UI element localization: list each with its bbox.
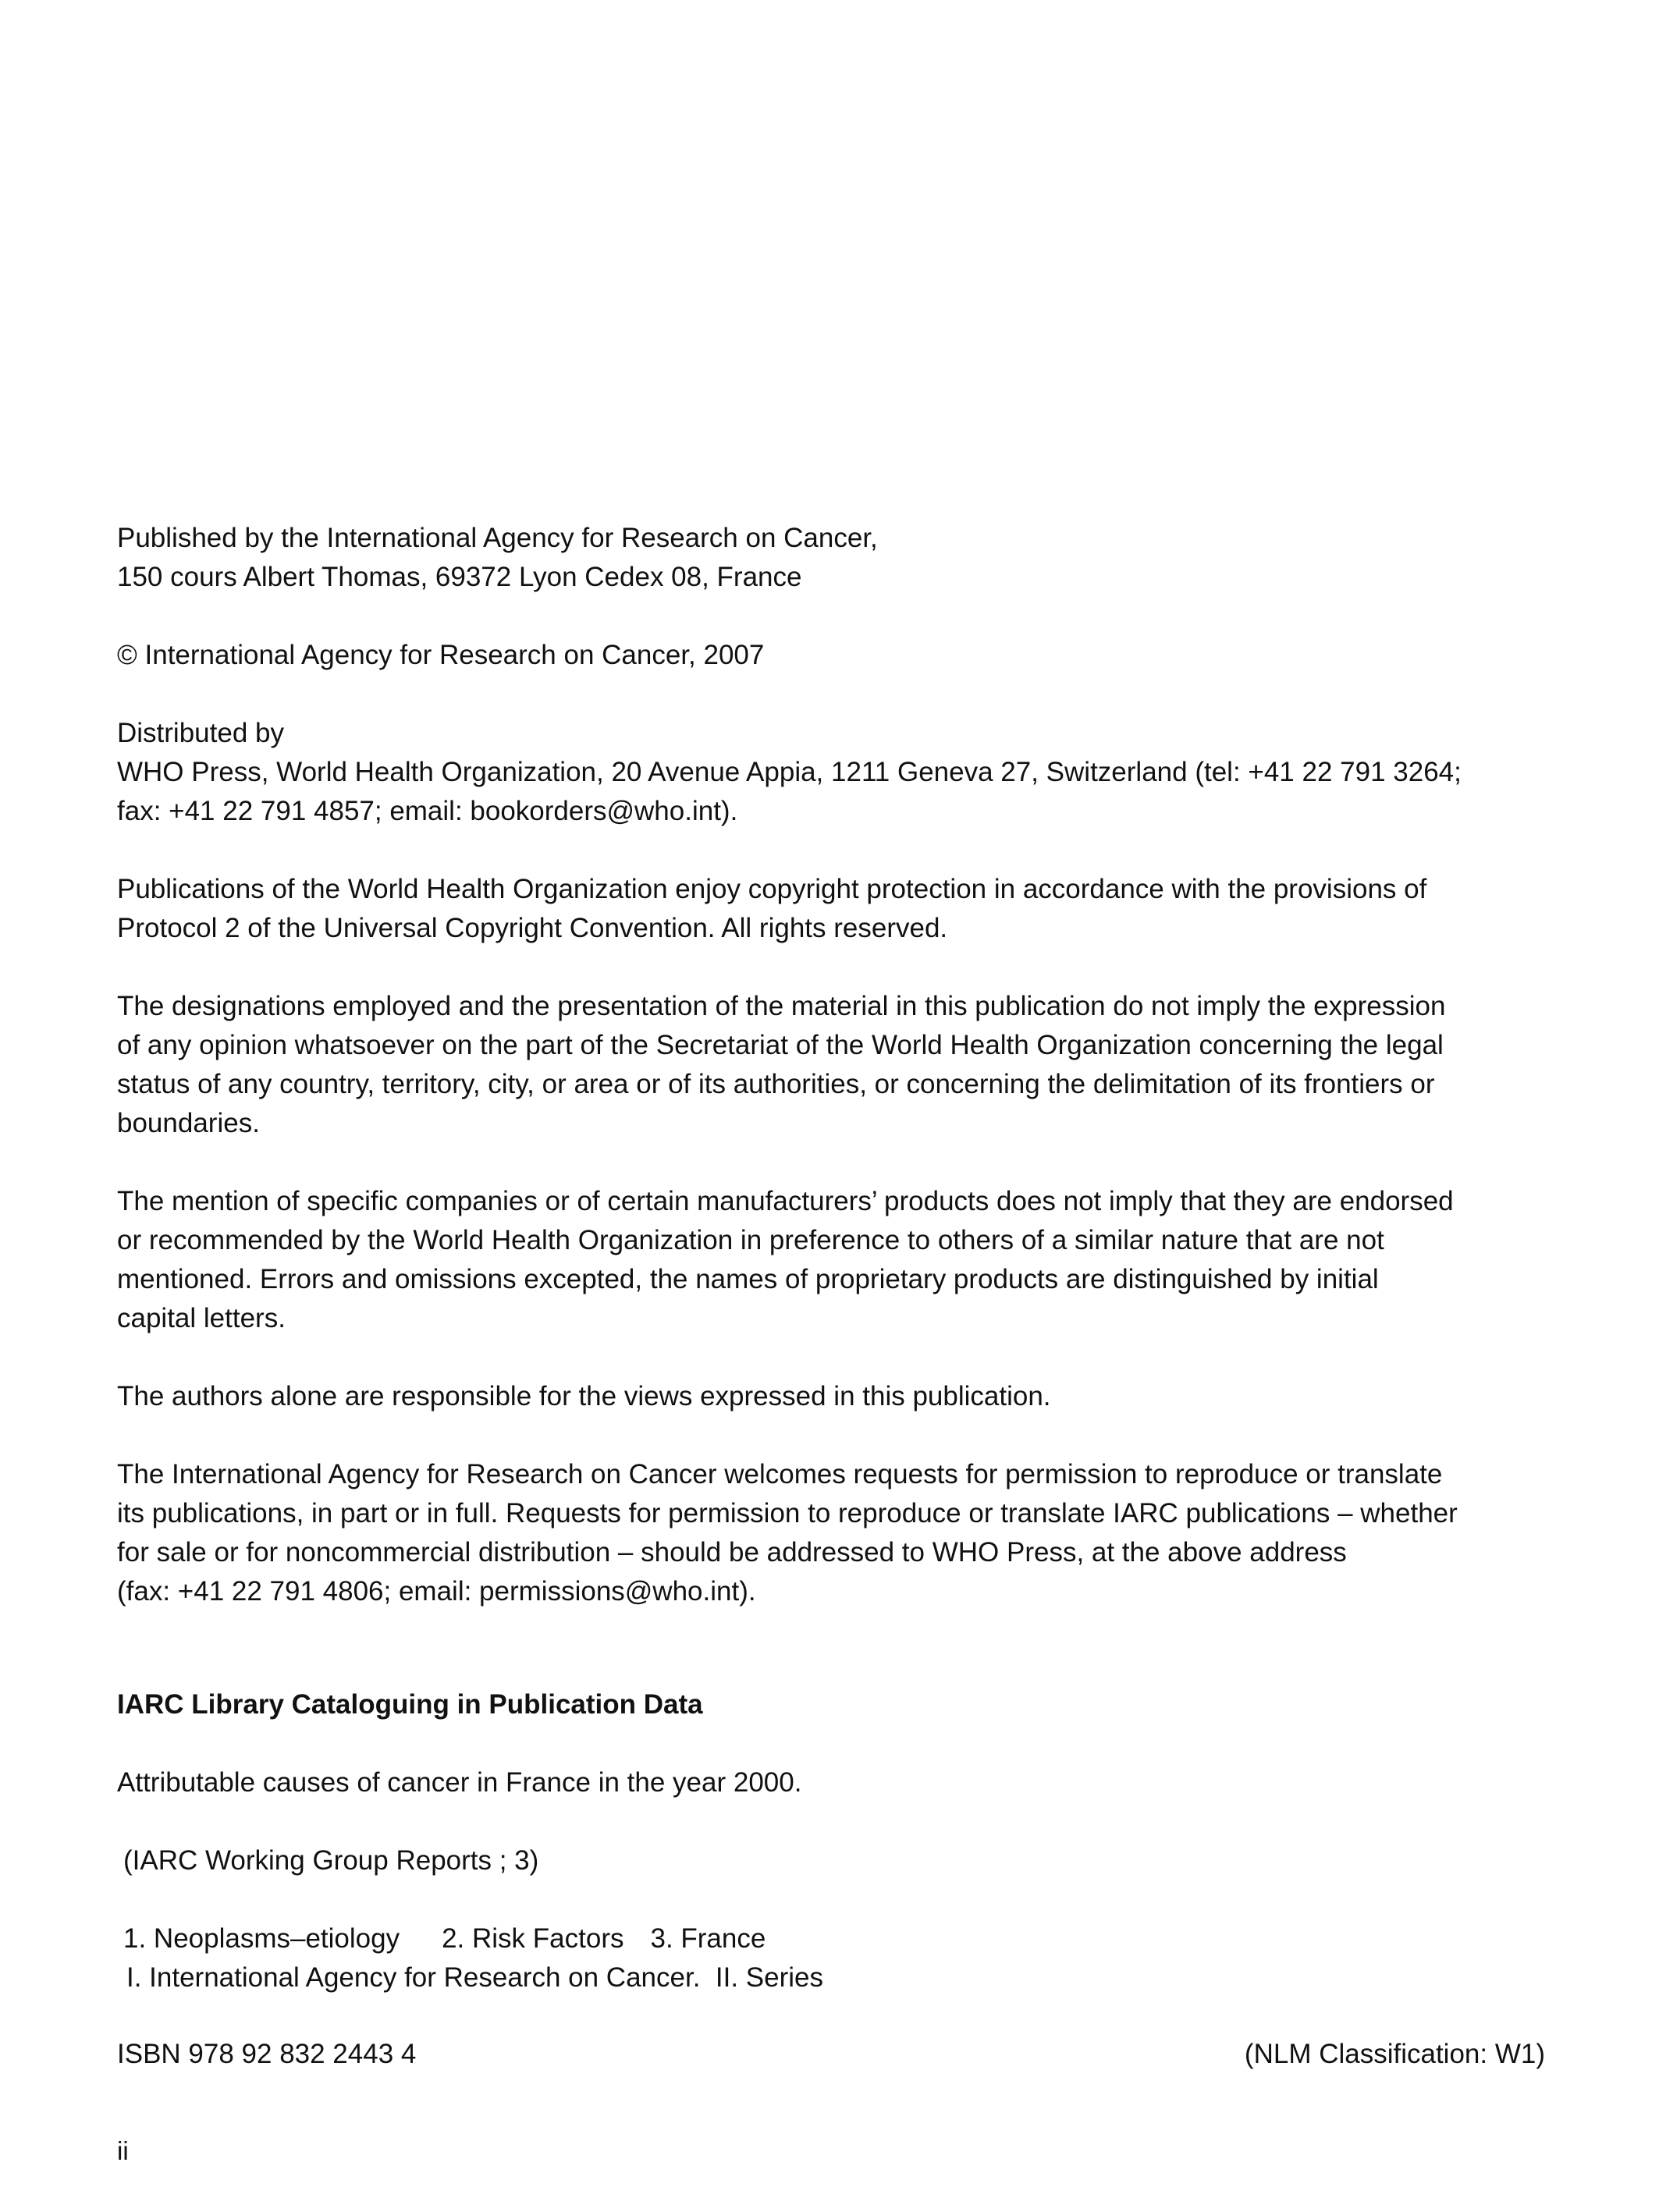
isbn-row [117,2035,1545,2074]
catalog-series: (IARC Working Group Reports ; 3) [123,1845,539,1876]
paragraph-line: Protocol 2 of the Universal Copyright Convention. All rights reserved. [117,913,948,943]
permissions-paragraph [117,1455,1545,1611]
nlm-classification: (NLM Classification: W1) [1244,2039,1545,2069]
paragraph-line: mentioned. Errors and omissions excepted, the names of proprietary products are distinguished by initial [117,1264,1379,1294]
paragraph-line: of any opinion whatsoever on the part of the Secretariat of the World Health Organization concerning the legal [117,1030,1444,1060]
catalog-title: Attributable causes of cancer in France in the year 2000. [117,1767,802,1798]
paragraph-line: capital letters. [117,1303,286,1333]
publisher-block [117,519,1545,597]
paragraph-line: Publications of the World Health Organization enjoy copyright protection in accordance with the provisions of [117,874,1427,904]
distribution-label: Distributed by [117,718,284,748]
distribution-contact: fax: +41 22 791 4857; email: bookorders@who.int). [117,796,738,826]
cataloguing-heading: IARC Library Cataloguing in Publication Data [117,1689,703,1720]
copyright-notice: © International Agency for Research on Cancer, 2007 [117,640,765,670]
paragraph-line: The International Agency for Research on Cancer welcomes requests for permission to reproduce or translate [117,1459,1443,1489]
subject-item: 1. Neoplasms–etiology [123,1923,400,1954]
page-number: ii [117,2136,129,2165]
authors-paragraph [117,1377,1545,1416]
paragraph-line: The mention of specific companies or of certain manufacturers’ products does not imply that they are endorsed [117,1186,1454,1216]
paragraph-line: status of any country, territory, city, or area or of its authorities, or concerning the delimitation of its frontiers or [117,1069,1435,1099]
paragraph-line: its publications, in part or in full. Requests for permission to reproduce or translate IARC publications – whether [117,1498,1458,1529]
distribution-block [117,714,1545,831]
isbn: ISBN 978 92 832 2443 4 [117,2039,417,2069]
paragraph-line: The authors alone are responsible for the views expressed in this publication. [117,1381,1051,1411]
legal-notice-section [117,519,1545,1650]
publisher-line: Published by the International Agency for Research on Cancer, [117,523,878,553]
copyright-block [117,636,1545,675]
entry-item: I. International Agency for Research on Cancer. [126,1962,701,1993]
companies-paragraph [117,1182,1545,1338]
paragraph-line: The designations employed and the presentation of the material in this publication do not imply the expression [117,991,1446,1021]
catalog-subjects [117,1919,1551,1958]
designations-paragraph [117,987,1545,1143]
distribution-address: WHO Press, World Health Organization, 20 Avenue Appia, 1211 Geneva 27, Switzerland (tel: +41 22 791 3264; [117,757,1462,787]
paragraph-line: (fax: +41 22 791 4806; email: permissions@who.int). [117,1576,756,1607]
subject-item: 2. Risk Factors [442,1923,624,1954]
copyright-protection-paragraph [117,870,1545,948]
paragraph-line: boundaries. [117,1108,260,1138]
subject-item: 3. France [650,1923,766,1954]
paragraph-line: or recommended by the World Health Organization in preference to others of a similar nature that are not [117,1225,1384,1255]
paragraph-line: for sale or for noncommercial distribution – should be addressed to WHO Press, at the above address [117,1537,1347,1568]
catalog-entries [117,1958,1554,1997]
publisher-address: 150 cours Albert Thomas, 69372 Lyon Cedex 08, France [117,562,802,592]
entry-item: II. Series [715,1962,823,1993]
